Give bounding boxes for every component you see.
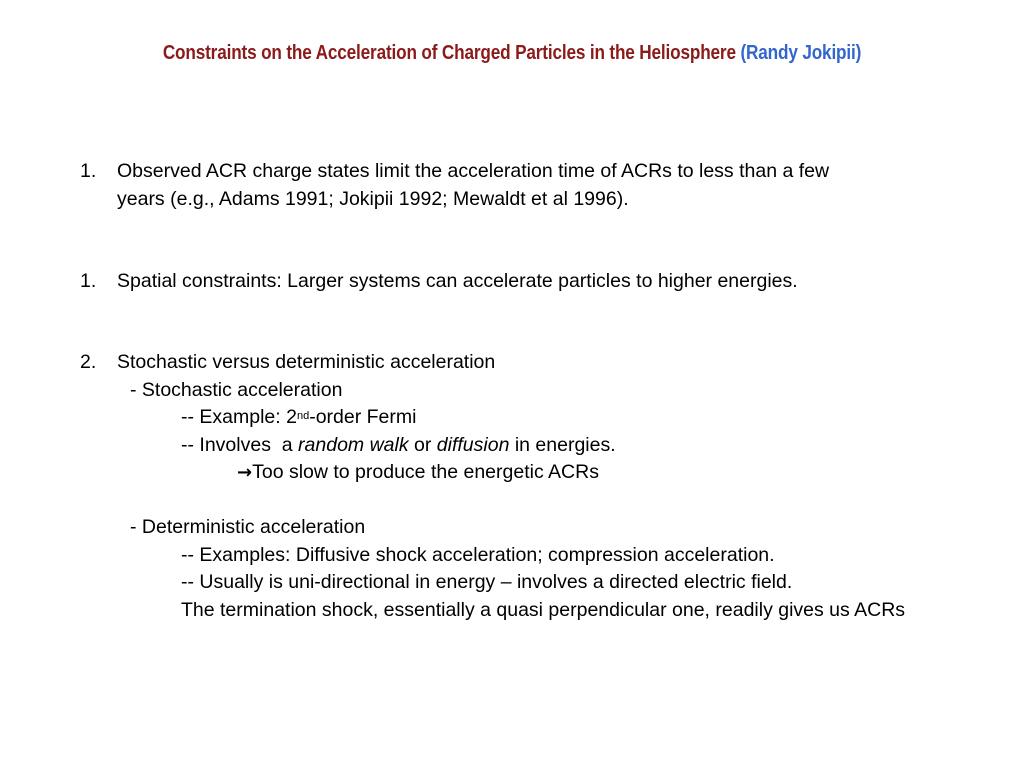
stochastic-label: - Stochastic acceleration (130, 378, 343, 401)
item-text-line: Observed ACR charge states limit the acceleration time of ACRs to less than a few (117, 160, 830, 182)
deterministic-termination: The termination shock, essentially a quasi perpendicular one, readily gives us ACRs (181, 598, 906, 621)
stochastic-example (181, 404, 416, 432)
involves-prefix: -- Involves a (181, 433, 299, 456)
involves-random-walk: random walk (298, 433, 409, 456)
example-suffix: -order Fermi (309, 406, 417, 428)
title-author: (Randy Jokipii) (740, 42, 862, 64)
stochastic-consequence (237, 459, 599, 487)
item-heading: Stochastic versus deterministic acceleration (117, 351, 496, 373)
deterministic-examples: -- Examples: Diffusive shock acceleration; compression acceleration. (181, 543, 775, 566)
involves-diffusion: diffusion (436, 433, 510, 456)
involves-suffix: in energies. (509, 433, 616, 456)
item-number: 1. (80, 270, 97, 292)
deterministic-label: - Deterministic acceleration (130, 516, 366, 538)
deterministic-usually: -- Usually is uni-directional in energy – involves a directed electric field. (181, 571, 793, 593)
example-prefix: -- Example: 2 (181, 406, 297, 428)
item-text-line: Spatial constraints: Larger systems can accelerate particles to higher energies. (117, 270, 798, 292)
right-arrow-icon: → (237, 462, 253, 483)
consequence-text: Too slow to produce the energetic ACRs (252, 461, 599, 483)
item-text-line: years (e.g., Adams 1991; Jokipii 1992; Mewaldt et al 1996). (117, 187, 629, 210)
item-number: 1. (80, 160, 97, 182)
stochastic-involves (181, 432, 616, 460)
example-superscript: nd (296, 410, 310, 422)
slide-title (72, 42, 953, 65)
involves-or: or (408, 433, 437, 456)
title-main: Constraints on the Acceleration of Charged Particles in the Heliosphere (162, 42, 736, 64)
item-number: 2. (80, 351, 97, 373)
